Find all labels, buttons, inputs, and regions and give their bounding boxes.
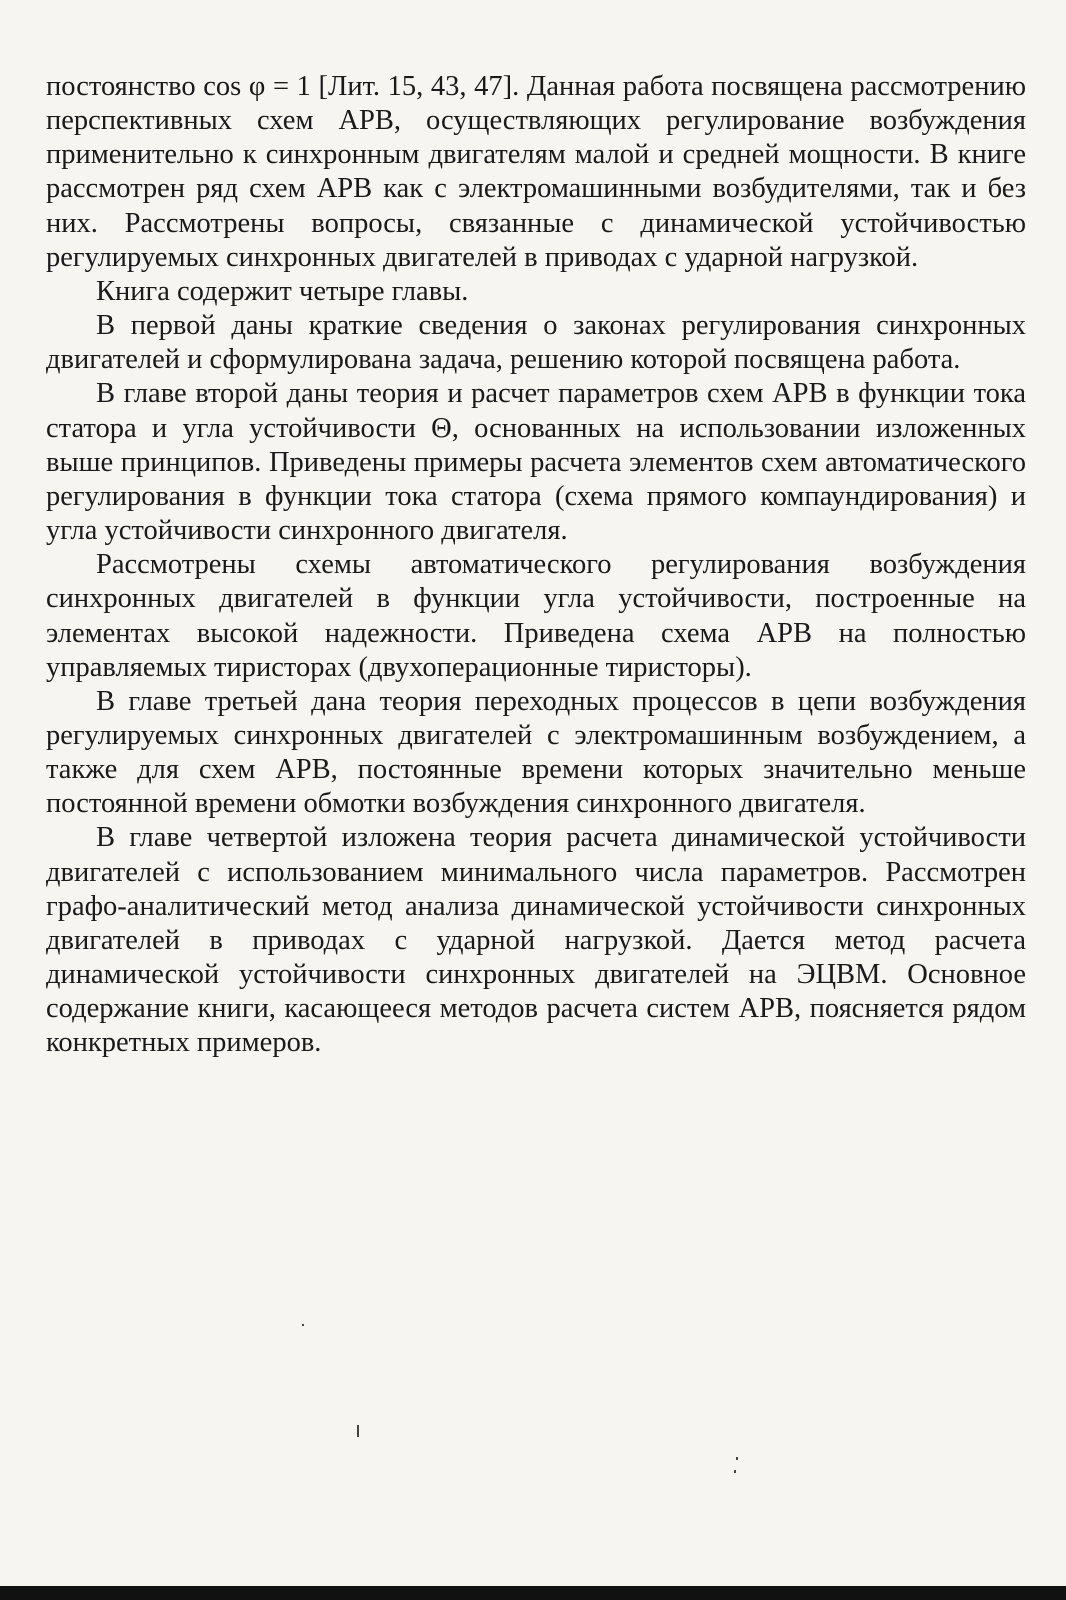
scan-speck (734, 1470, 736, 1473)
paragraph-chapter-one: В первой даны краткие сведения о законах регулирования синхронных двигателей и сформулирована задача, решению которой посвящена работа. (46, 310, 1026, 376)
scan-speck (357, 1425, 359, 1437)
paragraph-chapter-two: В главе второй даны теория и расчет параметров схем АРВ в функции тока статора и угла устойчивости Θ, основанных на использовании изложенных выше принципов. Приведены примеры расчета элементов схем автоматического регулирования в функции тока статора (схема прямого компаундирования) и угла устойчивости синхронного двигателя. (46, 378, 1026, 547)
paragraph-chapters-count: Книга содержит четыре главы. (96, 275, 469, 307)
paragraph-intro: постоянство cos φ = 1 [Лит. 15, 43, 47]. Данная работа посвящена рассмотрению перспективных схем АРВ, осуществляющих регулирование возбуждения применительно к синхронным двигателям малой и средней мощности. В книге рассмотрен ряд схем АРВ как с электромашинными возбудителями, так и без них. Рассмотрены вопросы, связанные с динамической устойчивостью регулируемых синхронных двигателей в приводах с ударной нагрузкой. (46, 71, 1026, 273)
paragraph-chapter-four: В главе четвертой изложена теория расчета динамической устойчивости двигателей с использованием минимального числа параметров. Рассмотрен графо-аналитический метод анализа динамической устойчивости синхронных двигателей в приводах с ударной нагрузкой. Дается метод расчета динамической устойчивости синхронных двигателей на ЭЦВМ. Основное содержание книги, касающееся методов расчета систем АРВ, поясняется рядом конкретных примеров. (46, 822, 1026, 1059)
body-text (46, 70, 1026, 1061)
scan-speck (736, 1457, 738, 1460)
scan-edge-bar (0, 1586, 1066, 1600)
paragraph-schemes: Рассмотрены схемы автоматического регулирования возбуждения синхронных двигателей в функции угла устойчивости, построенные на элементах высокой надежности. Приведена схема АРВ на полностью управляемых тиристорах (двухоперационные тиристоры). (46, 549, 1026, 683)
scan-speck (302, 1324, 304, 1326)
paragraph-chapter-three: В главе третьей дана теория переходных процессов в цепи возбуждения регулируемых синхронных двигателей с электромашинным возбуждением, а также для схем АРВ, постоянные времени которых значительно меньше постоянной времени обмотки возбуждения синхронного двигателя. (46, 685, 1026, 820)
